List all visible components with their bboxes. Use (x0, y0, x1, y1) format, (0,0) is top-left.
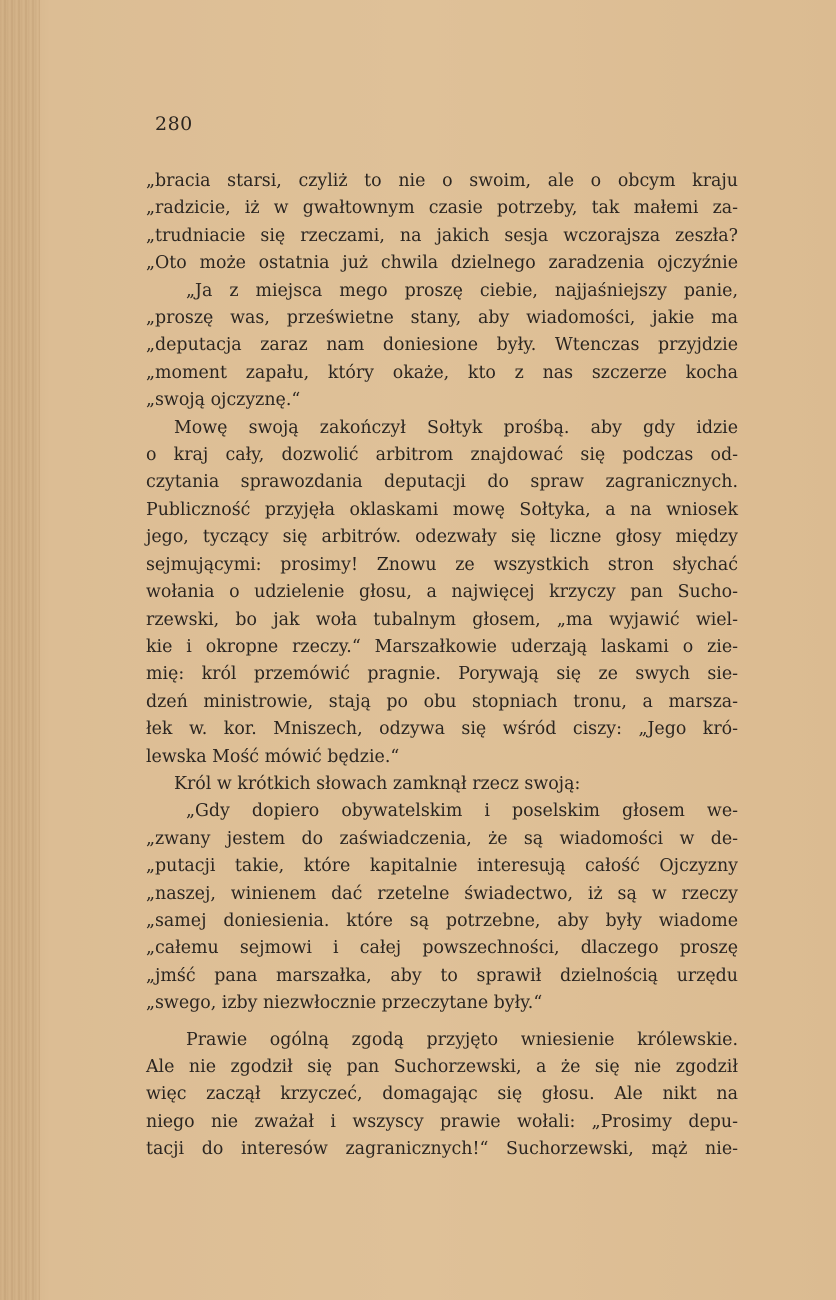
text-line: „swego, izby niezwłocznie przeczytane były.“ (146, 993, 543, 1014)
text-line: „jmść pana marszałka, aby to sprawił dzielnością urzędu (146, 965, 738, 986)
text-line: sejmującymi: prosimy! Znowu ze wszystkich stron słychać (146, 554, 738, 575)
page-number: 280 (155, 113, 193, 135)
text-line: „samej doniesienia. które są potrzebne, aby były wiadome (146, 910, 738, 931)
text-line: „moment zapału, który okaże, kto z nas szczerze kocha (146, 362, 738, 383)
text-line: wołania o udzielenie głosu, a najwięcej krzyczy pan Sucho- (146, 582, 738, 603)
text-line: czytania sprawozdania deputacji do spraw zagranicznych. (146, 472, 738, 493)
text-line: jego, tyczący się arbitrów. odezwały się liczne głosy między (146, 527, 738, 548)
text-line: „proszę was, prześwietne stany, aby wiadomości, jakie ma (146, 308, 738, 329)
text-line: Mowę swoją zakończył Sołtyk prośbą. aby gdy idzie (174, 417, 738, 438)
text-line: „trudniacie się rzeczami, na jakich sesja wczorajsza zeszła? (146, 225, 738, 246)
text-line: „putacji takie, które kapitalnie interesują całość Ojczyzny (146, 856, 738, 877)
text-line: „Ja z miejsca mego proszę ciebie, najjaśniejszy panie, (186, 280, 738, 301)
page-edges (0, 0, 40, 1300)
text-line: dzeń ministrowie, stają po obu stopniach tronu, a marsza- (146, 691, 738, 712)
text-line: tacji do interesów zagranicznych!“ Suchorzewski, mąż nie- (146, 1139, 738, 1160)
text-line: Prawie ogólną zgodą przyjęto wniesienie królewskie. (186, 1029, 738, 1050)
text-line: więc zaczął krzyczeć, domagając się głosu. Ale nikt na (146, 1084, 738, 1105)
text-line: Publiczność przyjęła oklaskami mowę Sołtyka, a na wniosek (146, 499, 738, 520)
text-line: Ale nie zgodził się pan Suchorzewski, a że się nie zgodził (146, 1057, 738, 1077)
text-line: lewska Mość mówić będzie.“ (146, 746, 400, 767)
text-line: o kraj cały, dozwolić arbitrom znajdować się podczas od- (146, 445, 738, 466)
text-line: „radzicie, iż w gwałtownym czasie potrzeby, tak małemi za- (146, 198, 738, 219)
text-line: „swoją ojczyznę.“ (146, 390, 301, 411)
text-line: niego nie zważał i wszyscy prawie wołali: „Prosimy depu- (146, 1111, 738, 1132)
text-line: łek w. kor. Mniszech, odzywa się wśród ciszy: „Jego kró- (146, 719, 738, 740)
text-line: kie i okropne rzeczy.“ Marszałkowie uderzają laskami o zie- (146, 636, 738, 657)
text-line: „bracia starsi, czyliż to nie o swoim, ale o obcym kraju (146, 171, 738, 191)
text-line: „Gdy dopiero obywatelskim i poselskim głosem we- (186, 801, 738, 822)
text-line: „całemu sejmowi i całej powszechności, dlaczego proszę (146, 938, 738, 959)
text-line: rzewski, bo jak woła tubalnym głosem, „ma wyjawić wiel- (146, 609, 738, 630)
text-line: „Oto może ostatnia już chwila dzielnego zaradzenia ojczyźnie (146, 253, 738, 274)
text-line: „deputacja zaraz nam doniesione były. Wtenczas przyjdzie (146, 335, 738, 356)
page-text (146, 168, 738, 1164)
text-line: „naszej, winienem dać rzetelne świadectwo, iż są w rzeczy (146, 883, 738, 904)
text-line: mię: król przemówić pragnie. Porywają się ze swych sie- (146, 664, 738, 685)
text-line: „zwany jestem do zaświadczenia, że są wiadomości w de- (146, 828, 738, 849)
text-line: Król w krótkich słowach zamknął rzecz swoją: (174, 773, 581, 794)
